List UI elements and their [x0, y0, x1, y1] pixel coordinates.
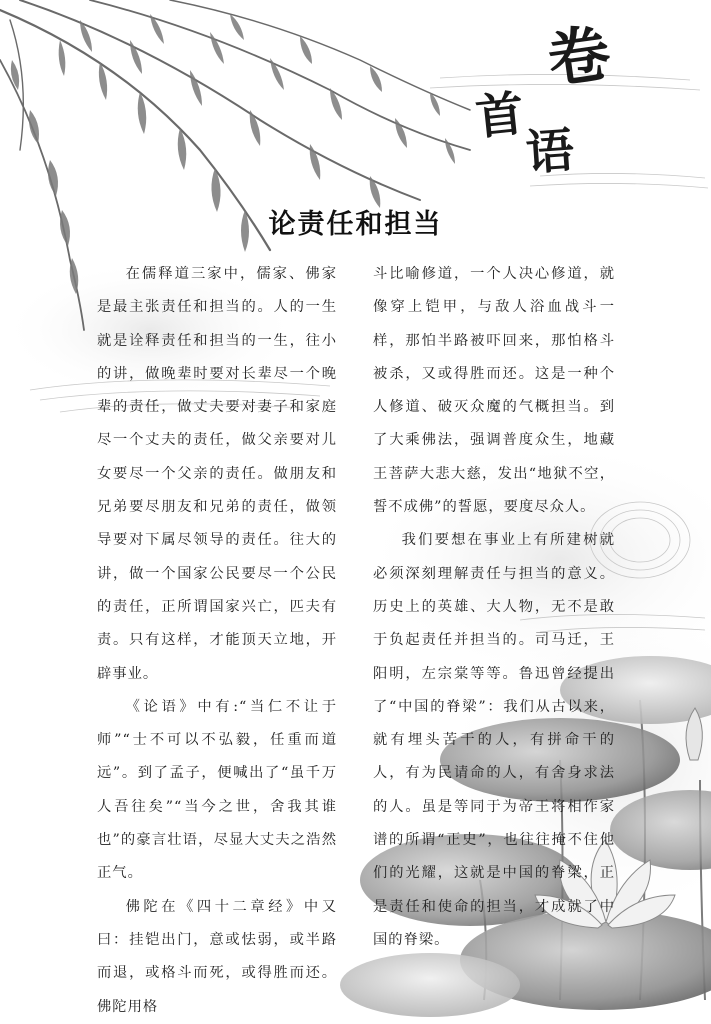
article-title: 论责任和担当 [268, 209, 443, 240]
heading-char-shou: 首 [473, 85, 527, 147]
paragraph: 在儒释道三家中，儒家、佛家是最主张责任和担当的。人的一生就是诠释责任和担当的一生，往小的讲，做晚辈时要对长辈尽一个晚辈的责任，做丈夫要对妻子和家庭尽一个丈夫的责任，做父亲要对儿女要尽一个父亲的责任。做朋友和兄弟要尽朋友和兄弟的责任，做领导要对下属尽领导的责任。往大的讲，做一个国家公民要尽一个公民的责任，正所谓国家兴亡，匹夫有责。只有这样，才能顶天立地，开辟事业。 [97, 266, 337, 682]
article-column-right [373, 258, 615, 957]
heading-char-yu: 语 [524, 122, 576, 182]
heading-char-juan: 卷 [543, 16, 615, 97]
paragraph: 《论语》中有:“当仁不让于师”“士不可以不弘毅，任重而道远”。到了孟子，便喊出了“虽千万人吾往矣”“当今之世，舍我其谁也”的豪言壮语，尽显大丈夫之浩然正气。 [97, 698, 337, 882]
paragraph-continued: 斗比喻修道，一个人决心修道，就像穿上铠甲，与敌人浴血战斗一样，那怕半路被吓回来，那怕格斗被杀，又或得胜而还。这是一种个人修道、破灭众魔的气概担当。到了大乘佛法，强调普度众生，地藏王菩萨大悲大慈，发出“地狱不空，誓不成佛”的誓愿，要度尽众人。 [373, 266, 615, 516]
paragraph: 我们要想在事业上有所建树就必须深刻理解责任与担当的意义。历史上的英雄、大人物，无不是敢于负起责任并担当的。司马迁，王阳明，左宗棠等等。鲁迅曾经提出了“中国的脊梁”：我们从古以来，就有埋头苦干的人，有拼命干的人，有为民请命的人，有舍身求法的人。虽是等同于为帝王将相作家谱的所谓“正史”，也往往掩不住他们的光耀，这就是中国的脊梁，正是责任和使命的担当，才成就了中国的脊梁。 [373, 532, 615, 948]
paragraph: 佛陀在《四十二章经》中又曰：挂铠出门，意或怯弱，或半路而退，或格斗而死，或得胜而还。佛陀用格 [97, 898, 337, 1015]
article-column-left [97, 258, 337, 1024]
willow-leaves [11, 14, 455, 294]
section-heading-juan-shou-yu [470, 16, 700, 190]
